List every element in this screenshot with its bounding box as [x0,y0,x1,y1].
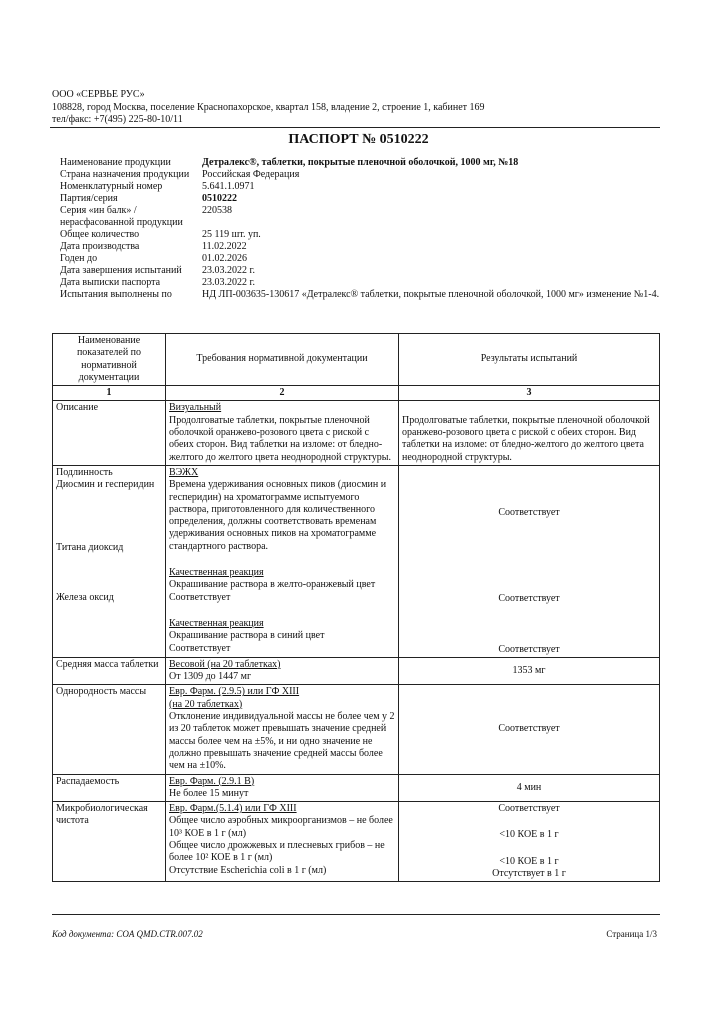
info-row [60,169,660,181]
table-row [53,401,660,465]
page-number: Страница 1/3 [606,929,657,939]
table-row [53,657,660,685]
info-label: Дата выписки паспорта [60,277,161,288]
info-label: Страна назначения продукции [60,169,190,180]
method: Евр. Фарм. (2.9.1 B) [169,775,255,787]
method: (на 20 таблетках) [169,698,243,710]
info-value: 01.02.2026 [202,253,247,264]
info-row [60,181,660,193]
info-label: Дата завершения испытаний [60,265,182,276]
result: Соответствует [498,506,560,518]
table-header-row [53,334,660,386]
requirement: Общее число аэробных микроорганизмов – не более 10³ КОЕ в 1 г (мл) [169,815,393,839]
info-value: НД ЛП-003635-130617 «Детралекс® таблетки, покрытые пленочной оболочкой, 1000 мг» изменение №1-4. [202,289,660,300]
result: Отсутствует в 1 г [492,868,566,880]
info-value: 23.03.2022 г. [202,277,255,288]
result: Соответствует [399,685,660,774]
method: Качественная реакция [169,567,264,579]
row-name: Распадаемость [53,774,166,802]
info-label: Годен до [60,253,98,264]
result: Соответствует [498,643,560,655]
column-number-row [53,386,660,401]
method: Евр. Фарм. (2.9.5) или ГФ XIII [169,686,300,698]
info-value: Детралекс®, таблетки, покрытые пленочной оболочкой, 1000 мг, №18 [202,157,519,168]
row-name: Однородность массы [53,685,166,774]
result: 4 мин [399,774,660,802]
requirement: Соответствует [169,591,231,603]
info-value: Российская Федерация [202,169,300,180]
col-num: 3 [399,386,660,401]
header-requirements: Требования нормативной документации [166,334,399,386]
info-row [60,277,660,289]
header-divider [50,127,660,128]
info-row [60,229,660,241]
sub-name: Титана диоксид [56,541,124,553]
passport-title: ПАСПОРТ № 0510222 [288,132,429,147]
result: 1353 мг [399,657,660,685]
result: Соответствует [498,803,560,815]
info-label: Наименование продукции [60,157,171,168]
info-label: Общее количество [60,229,140,240]
info-row [60,253,660,265]
info-label: Испытания выполнены по [60,289,172,300]
row-name: Микробиологическая чистота [53,802,166,882]
requirement: Времена удерживания основных пиков (диосмин и гесперидин) на хроматограмме испытуемого раствора, приготовленного для количественного определения, должны соответствовать временам удерживания основных пиков на хроматограмме стандартного раствора. [169,479,387,552]
header-indicator: Наименование показателей по нормативной документации [53,334,166,386]
info-row [60,157,660,169]
info-label: Партия/серия [60,193,118,204]
info-value: 0510222 [202,193,237,204]
info-value: 5.641.1.0971 [202,181,255,192]
requirement: Отсутствие Escherichia coli в 1 г (мл) [169,864,327,876]
result: Продолговатые таблетки, покрытые пленочной оболочкой оранжево-розового цвета с риской с обеих сторон. Вид таблетки на изломе: от бледно-желтого до желтого цвета неоднородной структуры. [399,401,660,465]
result: Соответствует [498,593,560,605]
col-num: 1 [53,386,166,401]
info-row [60,241,660,253]
result: <10 КОЕ в 1 г [499,855,559,867]
method: Визуальный [169,402,222,414]
result: <10 КОЕ в 1 г [499,829,559,841]
table-row [53,774,660,802]
info-label: Серия «ин балк» / нерасфасованной продукции [60,205,183,228]
method: Весовой (на 20 таблетках) [169,658,281,670]
company-name: ООО «СЕРВЬЕ РУС» [52,89,145,100]
requirement: Отклонение индивидуальной массы не более чем у 2 из 20 таблеток может превышать значение средней массы более чем на ±5%, и ни одно значение не должно превышать значение средней массы более чем на ±10%. [169,711,395,772]
requirement: От 1309 до 1447 мг [169,671,252,683]
requirement: Не более 15 минут [169,787,249,799]
row-name: Средняя масса таблетки [53,657,166,685]
requirement: Окрашивание раствора в желто-оранжевый цвет [169,579,376,591]
info-row [60,289,660,301]
test-results-table [52,333,660,882]
header-results: Результаты испытаний [399,334,660,386]
requirement: Продолговатые таблетки, покрытые пленочной оболочкой оранжево-розового цвета с риской с обеих сторон. Вид таблетки на изломе: от бледно-желтого до желтого цвета неоднородной структуры. [169,414,391,463]
requirement: Окрашивание раствора в синий цвет [169,630,325,642]
info-row [60,193,660,205]
method: Качественная реакция [169,617,264,629]
sub-name: Диосмин и гесперидин [56,479,155,491]
sub-name: Железа оксид [56,591,114,603]
info-value: 23.03.2022 г. [202,265,255,276]
info-label: Дата производства [60,241,140,252]
method: Евр. Фарм.(5.1.4) или ГФ XIII [169,803,297,815]
table-row [53,465,660,657]
info-row [60,265,660,277]
table-row [53,685,660,774]
company-address: 108828, город Москва, поселение Краснопахорское, квартал 158, владение 2, строение 1, кабинет 169 [52,102,485,113]
footer-divider [52,914,660,915]
method: ВЭЖХ [169,466,199,478]
row-name: Подлинность [56,466,113,478]
company-phone: тел/факс: +7(495) 225-80-10/11 [52,114,183,125]
document-code: Код документа: COA QMD.CTR.007.02 [52,929,203,939]
product-info [60,157,660,301]
table-row [53,802,660,882]
info-label: Номенклатурный номер [60,181,163,192]
requirement: Общее число дрожжевых и плесневых грибов – не более 10² КОЕ в 1 г (мл) [169,840,385,864]
requirement: Соответствует [169,642,231,654]
info-value: 25 119 шт. уп. [202,229,261,240]
info-row [60,205,660,229]
info-value: 220538 [202,205,232,216]
col-num: 2 [166,386,399,401]
row-name: Описание [53,401,166,465]
info-value: 11.02.2022 [202,241,247,252]
